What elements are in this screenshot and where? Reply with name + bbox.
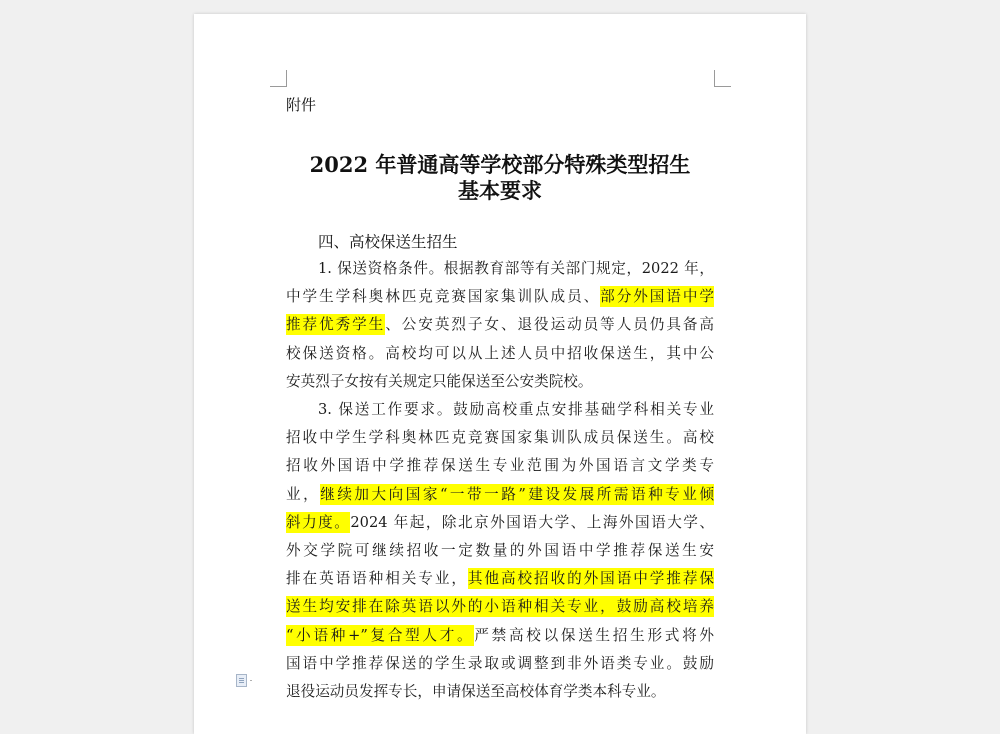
text-line (318, 259, 714, 279)
text-segment: 校保送资格。高校均可以从上述人员中招收保送生，其中公 (286, 344, 714, 362)
document-title-line-2: 基本要求 (458, 178, 542, 203)
text-line (286, 597, 714, 617)
text-segment: 退役运动员发挥专长，申请保送至高校体育学类本科专业。 (286, 683, 666, 700)
text-line (286, 372, 592, 392)
text-line (286, 569, 714, 589)
text-line (286, 682, 665, 702)
text-line (286, 344, 714, 364)
text-line (286, 485, 714, 505)
text-line (286, 626, 714, 646)
text-segment: 排在英语语种相关专业， (286, 570, 468, 588)
text-line (286, 541, 714, 561)
text-segment: 2024 年起，除北京外国语大学、上海外国语大学、 (350, 513, 714, 531)
text-line (286, 513, 714, 533)
highlighted-text: 其他高校招收的外国语中学推荐保 (467, 570, 714, 588)
attachment-label: 附件 (286, 96, 317, 114)
margin-corner-top-right (714, 70, 731, 87)
text-line (286, 287, 714, 307)
text-line (286, 428, 714, 448)
highlighted-text: 继续加大向国家“一带一路”建设发展所需语种专业倾 (320, 485, 714, 503)
text-segment: 、公安英烈子女、退役运动员等人员仍具备高 (385, 316, 714, 334)
text-segment: 中学生学科奥林匹克竞赛国家集训队成员、 (286, 288, 601, 306)
document-title-line-1: 2022 年普通高等学校部分特殊类型招生 (309, 152, 691, 177)
text-segment: 业， (286, 485, 321, 503)
text-segment: 安英烈子女按有关规定只能保送至公安类院校。 (286, 372, 593, 390)
text-segment: 外交学院可继续招收一定数量的外国语中学推荐保送生安 (286, 542, 714, 559)
text-segment: 3. 保送工作要求。鼓励高校重点安排基础学科相关专业 (318, 401, 714, 418)
text-segment: 国语中学推荐保送的学生录取或调整到非外语类专业。鼓励 (286, 654, 714, 672)
text-line (286, 456, 714, 476)
document-page (194, 14, 806, 734)
text-line (286, 315, 714, 335)
highlighted-text: “小语种+”复合型人才。 (286, 626, 475, 644)
highlighted-text: 送生均安排在除英语以外的小语种相关专业，鼓励高校培养 (286, 598, 714, 616)
text-segment: 招收中学生学科奥林匹克竞赛国家集训队成员保送生。高校 (286, 429, 714, 447)
text-line (286, 654, 714, 674)
highlighted-text: 推荐优秀学生 (286, 316, 386, 334)
section-heading: 四、高校保送生招生 (318, 233, 458, 251)
text-segment: 1. 保送资格条件。根据教育部等有关部门规定，2022 年， (318, 260, 714, 277)
divider-dot (250, 680, 252, 681)
text-segment: 招收外国语中学推荐保送生专业范围为外国语言文学类专 (286, 457, 714, 475)
document-icon[interactable] (236, 674, 247, 687)
margin-corner-top-left (270, 70, 287, 87)
text-line (318, 400, 714, 420)
text-segment: 严禁高校以保送生招生形式将外 (474, 626, 714, 644)
highlighted-text: 部分外国语中学 (600, 288, 714, 306)
highlighted-text: 斜力度。 (286, 513, 351, 531)
